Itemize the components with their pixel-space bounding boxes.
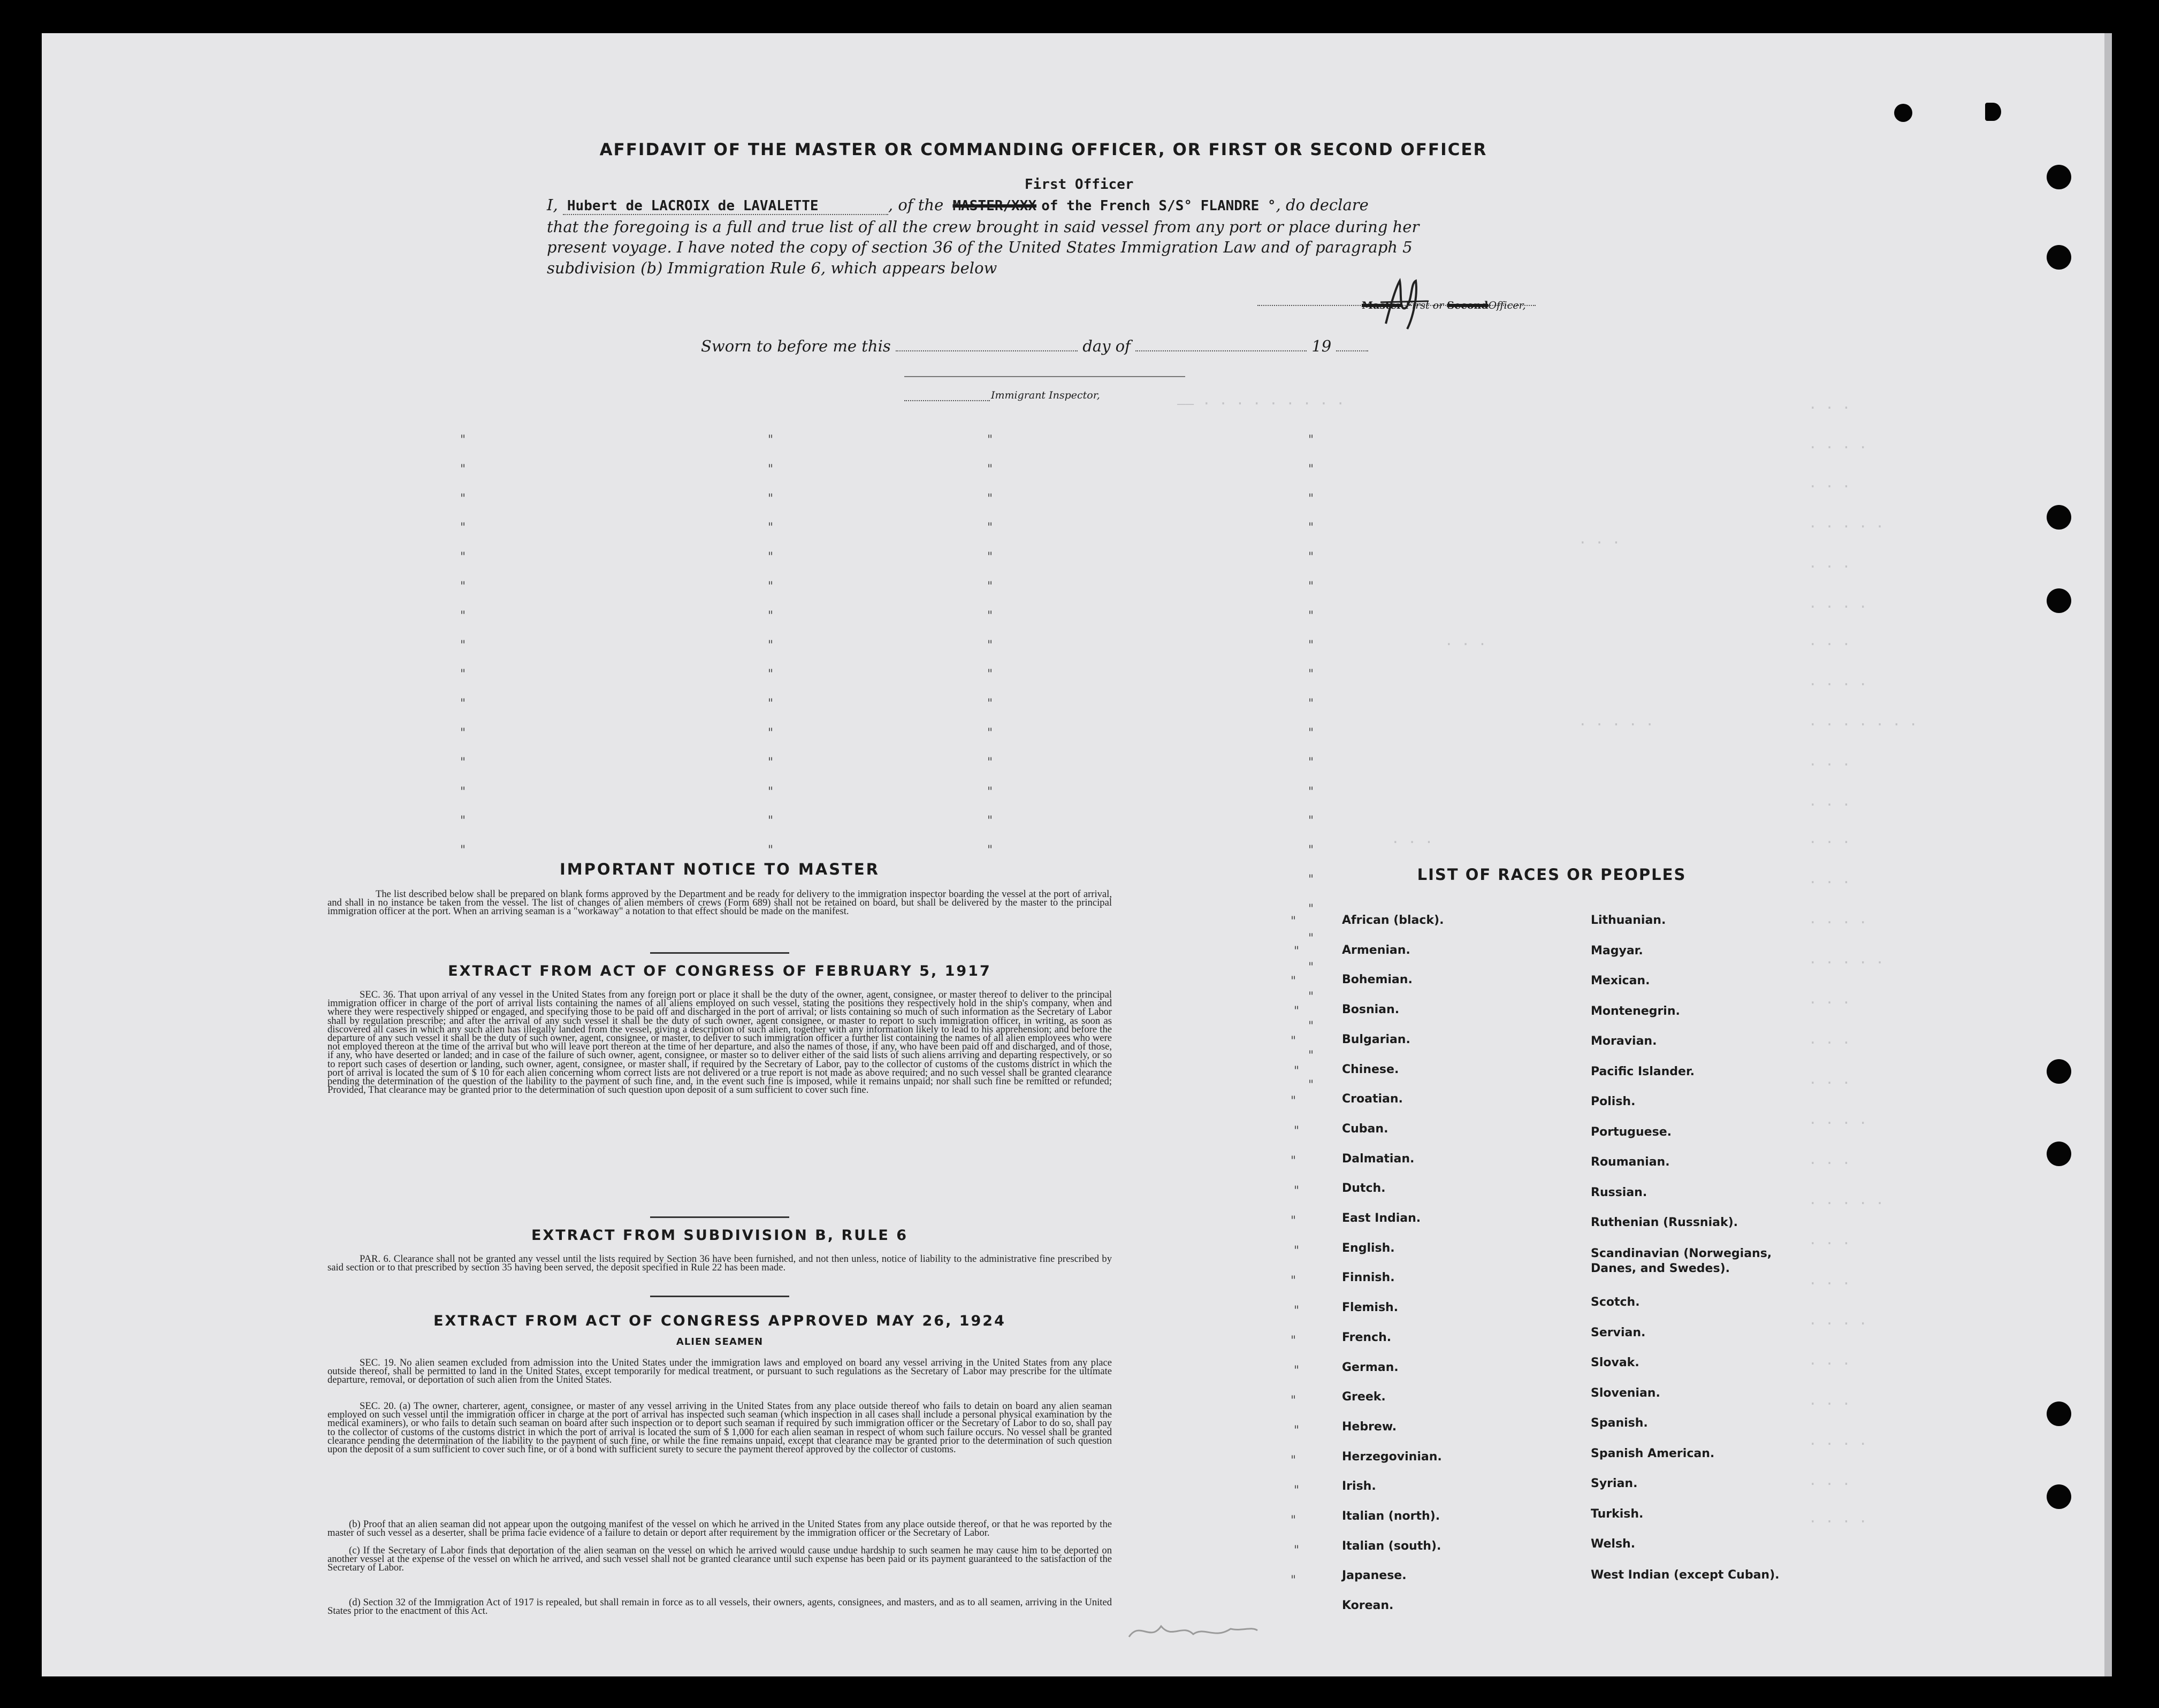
rule-6-title: EXTRACT FROM SUBDIVISION B, RULE 6 — [531, 1227, 909, 1244]
race-item: Russian. — [1591, 1185, 1647, 1199]
alien-seamen-subtitle: ALIEN SEAMEN — [676, 1336, 764, 1347]
year-prefix: 19 — [1311, 337, 1332, 355]
ditto-mark: " — [1308, 433, 1314, 447]
ditto-mark: " — [1294, 1184, 1300, 1198]
ditto-mark: " — [460, 785, 466, 799]
binder-hole — [2047, 1142, 2071, 1166]
ditto-mark: " — [1294, 1364, 1300, 1377]
ditto-mark: " — [460, 550, 466, 564]
notice-text: The list described below shall be prepared on blank forms approved by the Department and be ready for delivery to the immigration inspector boarding the vessel at the port of arrival, and shall in no instance be taken from the vessel. The list of changes of alien members of crews (Form 689) shall not be retained on board, but shall be delivered by the master to the principal immigration officer at the port. When an arriving seaman is a "workaway" a notation to that effect should be made on the manifest. — [327, 889, 1112, 917]
binder-hole — [2047, 588, 2071, 613]
ditto-mark: " — [768, 580, 774, 593]
ditto-mark: " — [1291, 1334, 1296, 1347]
i-text: I, — [547, 196, 558, 214]
race-item: Italian (north). — [1342, 1510, 1440, 1523]
rank-inserted: First Officer — [1025, 177, 1134, 193]
ditto-mark: " — [1294, 945, 1300, 958]
ditto-mark: " — [1291, 1574, 1296, 1587]
race-item: Bulgarian. — [1342, 1032, 1410, 1046]
ditto-mark: " — [1291, 1214, 1296, 1228]
ditto-mark: " — [1308, 990, 1314, 1004]
ditto-mark: " — [768, 785, 774, 799]
inspector-signature-line — [904, 400, 990, 401]
ditto-mark: " — [1294, 1244, 1300, 1258]
race-item: Slovak. — [1591, 1356, 1639, 1369]
ditto-mark: " — [987, 814, 993, 828]
race-item: Ruthenian (Russniak). — [1591, 1216, 1738, 1229]
race-item: Finnish. — [1342, 1271, 1395, 1285]
race-item: Bohemian. — [1342, 973, 1413, 987]
ditto-mark: " — [1308, 697, 1314, 711]
ditto-mark: " — [1308, 638, 1314, 652]
ditto-mark: " — [987, 755, 993, 769]
sec-20a-text: SEC. 20. (a) The owner, charterer, agent, consignee, or master of any vessel arriving in the United States from any place outside thereof who fails to detain on board any alien seaman employed on such vessel until the immigration officer in charge at the port of arrival has inspected such seaman (which inspection in all cases shall include a personal physical examination by the medical examiners), or who fails to detain such seaman on board after such inspection or to deport such seaman if required by such immigration officer or the Secretary of Labor to do so, shall pay to the collector of customs of the customs district in which the port of arrival is located the sum of $ 1,000 for each alien seaman in respect of whom such failure occurs. No vessel shall be granted clearance pending the determination of the liability to the payment of such fine, or while the fine remains unpaid, except that clearance may be granted prior to the determination of such question upon the deposit of a sum sufficient to cover such fine, or of a bond with sufficient surety to secure the payment thereof approved by the collector of customs. — [327, 1400, 1112, 1456]
race-item: Herzegovinian. — [1342, 1450, 1442, 1464]
ditto-mark: " — [987, 638, 993, 652]
ditto-mark: " — [460, 697, 466, 711]
ditto-mark: " — [1291, 1274, 1296, 1288]
ditto-mark: " — [987, 550, 993, 564]
ditto-mark: " — [460, 492, 466, 505]
ditto-mark: " — [987, 668, 993, 681]
ditto-mark: " — [1308, 1078, 1314, 1092]
sworn-day-blank — [896, 350, 1078, 351]
ditto-mark: " — [1291, 1394, 1296, 1407]
affidavit-line-4: subdivision (b) Immigration Rule 6, which appears below — [547, 259, 997, 277]
ditto-mark: " — [768, 814, 774, 828]
binder-hole — [2047, 1401, 2071, 1426]
ditto-mark: " — [1308, 1020, 1314, 1033]
ditto-mark: " — [460, 433, 466, 447]
ditto-mark: " — [460, 814, 466, 828]
ditto-mark: " — [460, 638, 466, 652]
ditto-mark: " — [1308, 726, 1314, 740]
ditto-mark: " — [768, 609, 774, 623]
race-item: Irish. — [1342, 1480, 1376, 1493]
ditto-mark: " — [987, 580, 993, 593]
race-item: Polish. — [1591, 1095, 1636, 1108]
ditto-mark: " — [1291, 975, 1296, 988]
races-title: LIST OF RACES OR PEOPLES — [1417, 866, 1687, 884]
ditto-mark: " — [768, 726, 774, 740]
race-item: Portuguese. — [1591, 1125, 1672, 1139]
ditto-mark: " — [987, 726, 993, 740]
ditto-mark: " — [768, 638, 774, 652]
race-item: Montenegrin. — [1591, 1004, 1680, 1018]
ditto-mark: " — [1308, 873, 1314, 886]
ditto-mark: " — [768, 521, 774, 535]
ditto-mark: " — [460, 580, 466, 593]
ditto-mark: " — [987, 609, 993, 623]
race-item: German. — [1342, 1360, 1399, 1374]
race-item: Scandinavian (Norwegians, Danes, and Swedes). — [1591, 1246, 1772, 1275]
ditto-mark: " — [1291, 915, 1296, 928]
race-item: Dalmatian. — [1342, 1152, 1415, 1166]
ditto-mark: " — [987, 521, 993, 535]
race-item: Italian (south). — [1342, 1539, 1441, 1553]
race-item: Turkish. — [1591, 1507, 1644, 1521]
ditto-mark: " — [1308, 492, 1314, 505]
day-of-text: day of — [1082, 337, 1131, 355]
race-item: Flemish. — [1342, 1301, 1399, 1315]
race-item: Slovenian. — [1591, 1386, 1660, 1400]
affidavit-line-1 — [547, 196, 1369, 215]
ditto-mark: " — [987, 433, 993, 447]
inspector-rule — [904, 376, 1185, 377]
ditto-mark: " — [1308, 785, 1314, 799]
ditto-mark: " — [460, 668, 466, 681]
ditto-mark: " — [1291, 1514, 1296, 1527]
ditto-mark: " — [460, 755, 466, 769]
affidavit-line-3: present voyage. I have noted the copy of section 36 of the United States Immigration Law and of paragraph 5 — [547, 238, 1413, 256]
ditto-mark: " — [1308, 550, 1314, 564]
ditto-mark: " — [768, 844, 774, 857]
inspector-label: Immigrant Inspector, — [991, 389, 1100, 401]
divider — [650, 952, 789, 954]
race-item: English. — [1342, 1241, 1395, 1255]
race-item: Spanish American. — [1591, 1446, 1715, 1460]
ditto-mark: " — [1291, 1035, 1296, 1048]
ditto-mark: " — [987, 844, 993, 857]
ditto-mark: " — [1294, 1424, 1300, 1437]
divider — [650, 1216, 789, 1218]
ditto-mark: " — [1308, 609, 1314, 623]
race-item: Dutch. — [1342, 1182, 1386, 1196]
race-item: Korean. — [1342, 1599, 1394, 1613]
ditto-mark: " — [460, 609, 466, 623]
ditto-mark: " — [460, 844, 466, 857]
ditto-mark: " — [1308, 580, 1314, 593]
ditto-mark: " — [1294, 1064, 1300, 1078]
ditto-mark: " — [1308, 1048, 1314, 1062]
race-item: Spanish. — [1591, 1416, 1648, 1430]
race-item: East Indian. — [1342, 1212, 1421, 1225]
notice-title: IMPORTANT NOTICE TO MASTER — [559, 860, 880, 878]
ditto-mark: " — [987, 697, 993, 711]
race-item: Moravian. — [1591, 1035, 1657, 1048]
binder-hole — [1985, 103, 2001, 121]
ditto-mark: " — [1308, 521, 1314, 535]
ditto-mark: " — [1294, 1124, 1300, 1138]
extract-1924-title: EXTRACT FROM ACT OF CONGRESS APPROVED MAY 26, 1924 — [433, 1313, 1006, 1329]
ditto-mark: " — [768, 492, 774, 505]
struck-rank: MASTER/XXX — [952, 198, 1037, 214]
ditto-mark: " — [768, 462, 774, 476]
race-item: Cuban. — [1342, 1122, 1389, 1136]
race-item: Scotch. — [1591, 1296, 1640, 1309]
race-item: Croatian. — [1342, 1092, 1403, 1106]
extract-1917-text: SEC. 36. That upon arrival of any vessel in the United States from any foreign port or place it shall be the duty of the owner, agent, consignee, or master thereof to deliver to the principal immigration officer in charge of the port of arrival lists containing the names of all aliens employed on such vessel, stating the positions they respectively hold in the ship's company, when and where they were respectively shipped or engaged, and specifying those to be paid off and discharged in the port of arrival; or lists containing so much of such information as the Secretary of Labor shall by regulation prescribe; and after the arrival of any such vessel it shall be the duty of such owner, agent consignee, or master to report to such immigration officer, in writing, as soon as discovered all cases in which any such alien has illegally landed from the vessel, giving a description of such alien, together with any information likely to lead to his apprehension; and before the departure of any such vessel it shall be the duty of such owner, agent, consignee, or master, to deliver to such immigration officer a further list containing the names of all alien employees who were not employed thereon at the time of the arrival but who will leave port thereon at the time of her departure, and also the names of those, if any, who have been paid off and discharged, and of those, if any, who have deserted or landed; and in case of the failure of such owner, agent, consignee, or master so to deliver either of the said lists of such aliens arriving and departing respectively, or so to report such cases of desertion or landing, such owner, agent, consignee, or master shall, if required by the Secretary of Labor, pay to the collector of customs of the customs district in which the port of arrival is located the sum of $ 10 for each alien concerning whom correct lists are not delivered or a true report is not made as above required; and no such vessel shall be granted clearance pending the determination of the question of the liability to the payment of such fine, and, in the event such fine is imposed, while it remains unpaid; nor shall such fine be remitted or refunded; Provided, That clearance may be granted prior to the determination of such question upon deposit of a sum sufficient to cover such fine. — [327, 989, 1112, 1096]
ditto-mark: " — [768, 668, 774, 681]
race-item: West Indian (except Cuban). — [1591, 1568, 1780, 1582]
binder-hole — [2047, 1484, 2071, 1509]
ditto-mark: " — [1308, 755, 1314, 769]
ditto-mark: " — [1308, 961, 1314, 975]
ditto-mark: " — [1294, 1304, 1300, 1318]
ditto-mark: " — [987, 785, 993, 799]
race-item: Welsh. — [1591, 1537, 1636, 1551]
race-item: French. — [1342, 1330, 1392, 1344]
affidavit-title: AFFIDAVIT OF THE MASTER OR COMMANDING OFFICER, OR FIRST OR SECOND OFFICER — [599, 140, 1487, 159]
binder-hole — [2047, 245, 2071, 270]
race-item: Chinese. — [1342, 1062, 1399, 1076]
affidavit-line-2: that the foregoing is a full and true list of all the crew brought in said vessel from any port or place during her — [547, 218, 1420, 236]
races-column-1 — [1342, 914, 1567, 1613]
race-item: Hebrew. — [1342, 1420, 1397, 1434]
caption-first: First or — [1405, 300, 1444, 311]
ditto-mark: " — [1308, 668, 1314, 681]
ditto-mark: " — [987, 492, 993, 505]
sec-20b-text: (b) Proof that an alien seaman did not appear upon the outgoing manifest of the vessel on which he arrived in the United States from any place outside thereof, or that he was reported by the master of such vessel as a deserter, shall be prima facie evidence of a failure to detain or deport after requirement by the immigration officer or the Secretary of Labor. — [327, 1519, 1112, 1539]
binder-hole — [2047, 165, 2071, 189]
race-item: Japanese. — [1342, 1569, 1407, 1583]
race-item: Bosnian. — [1342, 1003, 1400, 1017]
caption-second: Second — [1447, 300, 1489, 311]
ditto-mark: " — [768, 755, 774, 769]
divider — [650, 1296, 789, 1297]
ditto-mark: " — [1294, 1544, 1300, 1557]
sec-20d-text: (d) Section 32 of the Immigration Act of 1917 is repealed, but shall remain in force as to all vessels, their owners, agents, consignees, and masters, and as to all seamen, arriving in the United States prior to the enactment of this Act. — [327, 1597, 1112, 1617]
ditto-mark: " — [768, 550, 774, 564]
sworn-year-blank — [1336, 350, 1368, 351]
ditto-mark: " — [1291, 1154, 1296, 1168]
signature-caption — [1362, 300, 1526, 311]
ditto-mark: " — [1308, 902, 1314, 916]
sworn-text: Sworn to before me this — [701, 337, 891, 355]
ditto-mark: " — [460, 726, 466, 740]
sec-19-text: SEC. 19. No alien seamen excluded from admission into the United States under the immigration laws and employed on board any vessel arriving in the United States from any place outside thereof, shall be permitted to land in the United States, except temporarily for medical treatment, or pursuant to such regulations as the Secretary of Labor may prescribe for the ultimate departure, removal, or deportation of such alien from the United States. — [327, 1357, 1112, 1386]
pencil-annotation — [1124, 1615, 1263, 1648]
ditto-mark: " — [460, 462, 466, 476]
race-item: Greek. — [1342, 1390, 1386, 1404]
race-item: Pacific Islander. — [1591, 1064, 1695, 1078]
ditto-mark: " — [987, 462, 993, 476]
race-item: African (black). — [1342, 914, 1444, 927]
ditto-mark: " — [1308, 844, 1314, 857]
binder-hole — [1894, 104, 1912, 122]
ditto-mark: " — [1291, 1094, 1296, 1108]
ditto-mark: " — [1294, 1005, 1300, 1018]
race-item: Servian. — [1591, 1326, 1646, 1339]
ditto-mark: " — [1308, 931, 1314, 945]
ditto-mark: " — [1294, 1484, 1300, 1497]
caption-officer: Officer, — [1488, 300, 1526, 311]
races-column-2 — [1591, 914, 1815, 1609]
ditto-mark: " — [768, 697, 774, 711]
race-item: Mexican. — [1591, 974, 1650, 987]
sec-20c-text: (c) If the Secretary of Labor finds that deportation of the alien seaman on the vessel on which he arrived would cause undue hardship to such seamen he may cause him to be deported on another vessel at the expense of the vessel on which he arrived, and such vessel shall not be granted clearance until such expense has been paid or its payment guaranteed to the satisfaction of the Secretary of Labor. — [327, 1545, 1112, 1574]
extract-1917-title: EXTRACT FROM ACT OF CONGRESS OF FEBRUARY 5, 1917 — [448, 963, 991, 979]
race-item: Syrian. — [1591, 1477, 1638, 1490]
declare-text: , do declare — [1276, 196, 1369, 214]
race-item: Roumanian. — [1591, 1155, 1670, 1169]
ditto-mark: " — [1308, 462, 1314, 476]
caption-master: Master — [1362, 300, 1402, 311]
ditto-mark: " — [460, 521, 466, 535]
binder-hole — [2047, 1059, 2071, 1084]
ditto-mark: " — [768, 433, 774, 447]
race-item: Magyar. — [1591, 944, 1643, 958]
officer-name: Hubert de LACROIX de LAVALETTE — [563, 198, 888, 215]
race-item: Armenian. — [1342, 943, 1410, 957]
vessel-name: of the French S/S° FLANDRE ° — [1041, 198, 1276, 214]
binder-hole — [2047, 505, 2071, 530]
ditto-mark: " — [1308, 814, 1314, 828]
ditto-mark: " — [1291, 1454, 1296, 1467]
sworn-month-blank — [1135, 350, 1307, 351]
race-item: Lithuanian. — [1591, 914, 1666, 927]
of-the-text: , of the — [888, 196, 944, 214]
sworn-line — [701, 337, 1368, 355]
rule-6-text: PAR. 6. Clearance shall not be granted any vessel until the lists required by Section 36 have been furnished, and not then unless, notice of liability to the administrative fine prescribed by said section or to that prescribed by section 35 having been served, the deposit specified in Rule 22 has been made. — [327, 1253, 1112, 1274]
